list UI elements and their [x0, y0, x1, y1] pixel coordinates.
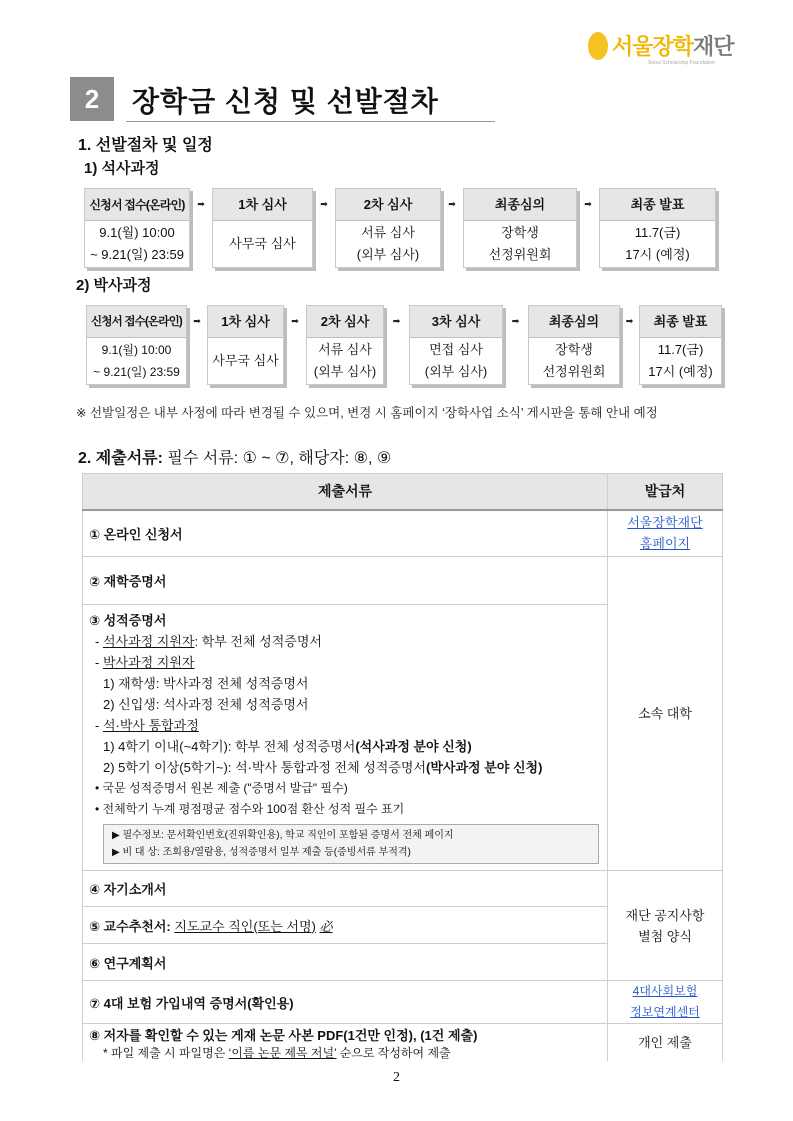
- doctoral-step-third-review: 3차 심사 면접 심사 (외부 심사): [409, 305, 503, 385]
- logo-subtitle: Seoul Scholarship Foundation: [648, 60, 715, 66]
- column-header-documents: 제출서류: [83, 474, 608, 510]
- doctoral-step-final-deliberation: 최종심의 장학생 선정위원회: [528, 305, 620, 385]
- arrow-right-icon: ➡: [193, 316, 201, 326]
- doc-professor-recommendation: ⑤ 교수추천서: 지도교수 직인(또는 서명) 必: [83, 907, 608, 944]
- issuer-cell: [608, 981, 723, 1024]
- issuer-link-foundation[interactable]: 서울장학재단: [627, 515, 703, 531]
- masters-process-flow: [84, 188, 716, 268]
- section-number: 2: [70, 77, 114, 121]
- issuer-link-info-center[interactable]: 정보연계센터: [630, 1005, 700, 1019]
- issuer-link-insurance[interactable]: 4대사회보험: [632, 984, 698, 998]
- issuer-cell: [608, 510, 723, 557]
- doctoral-step-first-review: 1차 심사 사무국 심사: [207, 305, 284, 385]
- arrow-right-icon: ➡: [197, 199, 205, 209]
- schedule-note: ※ 선발일정은 내부 사정에 따라 변경될 수 있으며, 변경 시 홈페이지 ‘장학사업 소식’ 게시판을 통해 안내 예정: [76, 406, 658, 420]
- doc-research-plan: ⑥ 연구계획서: [83, 944, 608, 981]
- selection-heading: 1. 선발절차 및 일정: [78, 137, 213, 154]
- issuer-link-homepage[interactable]: 홈페이지: [639, 536, 691, 552]
- section-divider: [126, 121, 495, 122]
- arrow-right-icon: ➡: [584, 199, 592, 209]
- table-row: [83, 510, 723, 557]
- foundation-logo: [588, 30, 738, 70]
- doctoral-process-flow: [86, 305, 722, 385]
- masters-heading: 1) 석사과정: [84, 160, 160, 177]
- column-header-issuer: 발급처: [608, 474, 723, 510]
- arrow-right-icon: ➡: [625, 316, 634, 326]
- page-number: 2: [393, 1070, 400, 1085]
- masters-step-final-deliberation: 최종심의 장학생 선정위원회: [463, 188, 577, 268]
- doc-insurance-certificate: ⑦ 4대 보험 가입내역 증명서(확인용): [83, 981, 608, 1024]
- doc-published-paper: ⑧ 저자를 확인할 수 있는 게재 논문 사본 PDF(1건만 인정), (1건 제출) * 파일 제출 시 파일명은 ‘이름 논문 제목 저널’ 순으로 작성하여 제출: [83, 1024, 608, 1062]
- doc-online-application: ① 온라인 신청서: [83, 510, 608, 557]
- doctoral-heading: 2) 박사과정: [76, 277, 152, 294]
- documents-heading: 2. 제출서류: 필수 서류: ① ~ ⑦, 해당자: ⑧, ⑨: [78, 450, 392, 467]
- masters-step-second-review: 2차 심사 서류 심사 (외부 심사): [335, 188, 441, 268]
- table-row: [83, 981, 723, 1024]
- doctoral-step-application: 신청서 접수(온라인) 9.1(월) 10:00 ~ 9.21(일) 23:59: [86, 305, 187, 385]
- masters-step-announcement: 최종 발표 11.7(금) 17시 (예정): [599, 188, 716, 268]
- doc-self-introduction: ④ 자기소개서: [83, 871, 608, 907]
- table-header-row: [83, 474, 723, 510]
- doc-enrollment-certificate: ② 재학증명서: [83, 557, 608, 605]
- arrow-right-icon: ➡: [291, 316, 299, 326]
- transcript-requirements-box: ▶ 필수정보: 문서확인번호(진위확인용), 학교 직인이 포함된 증명서 전체 페이지 ▶ 비 대 상: 조회용/열람용, 성적증명서 일부 제출 등(증빙서류 부적격): [103, 824, 599, 864]
- doctoral-step-announcement: 최종 발표 11.7(금) 17시 (예정): [639, 305, 722, 385]
- masters-step-application: 신청서 접수(온라인) 9.1(월) 10:00 ~ 9.21(일) 23:59: [84, 188, 190, 268]
- arrow-right-icon: ➡: [320, 199, 328, 209]
- logo-emblem-icon: [588, 32, 608, 60]
- arrow-right-icon: ➡: [511, 316, 520, 326]
- doctoral-step-second-review: 2차 심사 서류 심사 (외부 심사): [306, 305, 384, 385]
- logo-name: 서울장학재단: [612, 34, 734, 59]
- documents-table: [82, 473, 723, 1061]
- doc-transcript: ③ 성적증명서 - 석사과정 지원자: 학부 전체 성적증명서 - 박사과정 지원자 1) 재학생: 박사과정 전체 성적증명서 2) 신입생: 석사과정 전체 성적증명서 - 석·박사 통합과정 1) 4학기 이내(~4학기): 학부 전체 성적증명서(석사과정 분야 신청) 2) 5학기 이상(5학기~): 석·박사 통합과정 전체 성적증명서(박사과정 분야 신청) • 국문 성적증명서 원본 제출 ("증명서 발급" 필수) • 전체학기 누계 평점평균 점수와 100점 환산 성적 필수 표기 ▶ 필수정보: 문서확인번호(진위확인용), 학교 직인이 포함된 증명서 전체 페이지 ▶ 비 대 상: 조회용/열람용, 성적증명서 일부 제출 등(증빙서류 부적격): [83, 605, 608, 871]
- arrow-right-icon: ➡: [448, 199, 456, 209]
- issuer-cell: 소속 대학: [608, 557, 723, 871]
- table-row: [83, 557, 723, 605]
- arrow-right-icon: ➡: [392, 316, 401, 326]
- table-row: [83, 871, 723, 907]
- issuer-cell: 재단 공지사항 별첨 양식: [608, 871, 723, 981]
- masters-step-first-review: 1차 심사 사무국 심사: [212, 188, 313, 268]
- table-row: [83, 1024, 723, 1062]
- issuer-cell: 개인 제출: [608, 1024, 723, 1062]
- section-title: 장학금 신청 및 선발절차: [132, 86, 439, 117]
